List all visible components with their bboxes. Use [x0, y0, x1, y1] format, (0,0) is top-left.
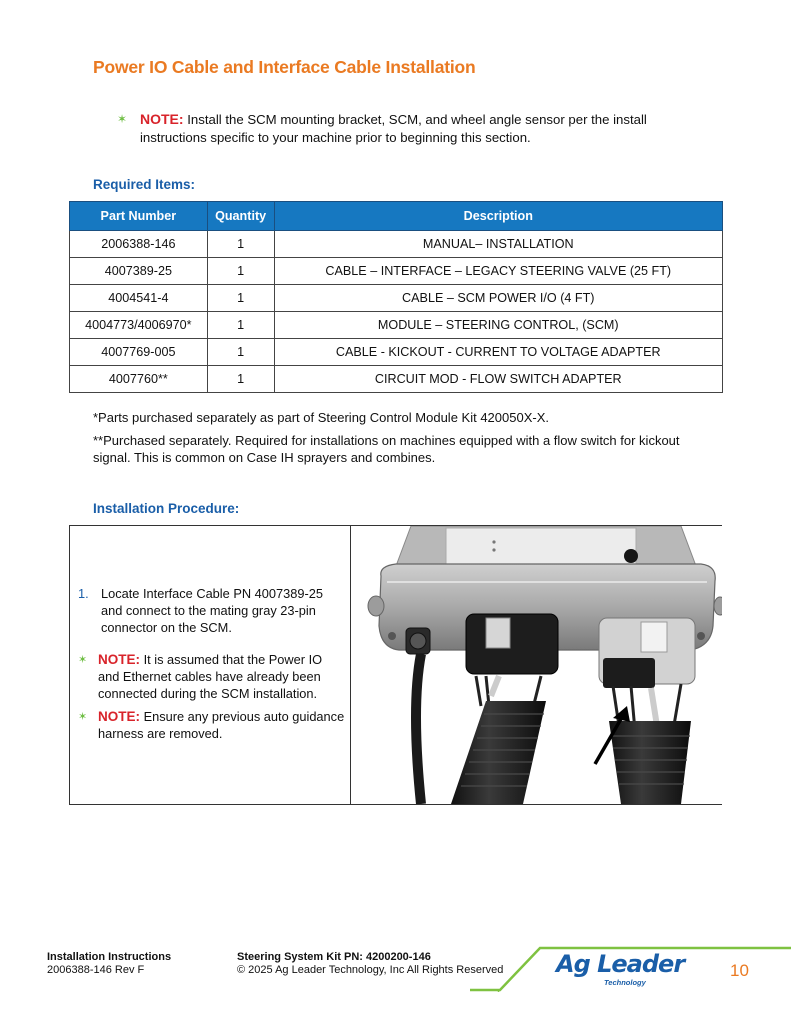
cell-description: CABLE – SCM POWER I/O (4 FT): [274, 285, 722, 312]
procedure-text: [78, 585, 346, 742]
cell-description: MODULE – STEERING CONTROL, (SCM): [274, 312, 722, 339]
footnote-double: **Purchased separately. Required for installations on machines equipped with a flow switch for kickout signal. This is common on Case IH sprayers and combines.: [93, 433, 680, 465]
footnote-single: *Parts purchased separately as part of Steering Control Module Kit 420050X-X.: [93, 410, 549, 425]
cell-description: MANUAL– INSTALLATION: [274, 231, 722, 258]
column-header-description: Description: [274, 202, 722, 231]
step-1: [78, 585, 346, 636]
cell-part-number: 4007760**: [70, 366, 208, 393]
table-row: [70, 339, 723, 366]
table-row: [70, 366, 723, 393]
footer-copyright: © 2025 Ag Leader Technology, Inc All Rights Reserved: [237, 964, 504, 976]
cell-part-number: 4007389-25: [70, 258, 208, 285]
star-bullet-icon: ✶: [78, 711, 88, 723]
ag-leader-logo: Ag Leader: [556, 950, 685, 978]
page-title: Power IO Cable and Interface Cable Installation: [93, 57, 476, 77]
cell-part-number: 2006388-146: [70, 231, 208, 258]
required-items-heading: Required Items:: [93, 177, 196, 192]
note-label: NOTE:: [98, 652, 140, 667]
cell-quantity: 1: [207, 312, 274, 339]
column-header-part-number: Part Number: [70, 202, 208, 231]
note-text: Ensure any previous auto guidance harness are removed.: [98, 709, 345, 741]
footer-doc-rev: 2006388-146 Rev F: [47, 964, 145, 976]
note-label: NOTE:: [140, 111, 184, 127]
footer-middle: [237, 951, 503, 977]
cell-part-number: 4004541-4: [70, 285, 208, 312]
footer-doc-title: Installation Instructions: [47, 951, 172, 963]
step-text: Locate Interface Cable PN 4007389-25 and connect to the mating gray 23-pin connector on the SCM.: [101, 586, 323, 635]
scm-connector-photo: [351, 526, 722, 804]
cell-quantity: 1: [207, 366, 274, 393]
top-note: [117, 110, 677, 147]
note-label: NOTE:: [98, 709, 140, 724]
cell-description: CABLE – INTERFACE – LEGACY STEERING VALVE (25 FT): [274, 258, 722, 285]
table-row: [70, 258, 723, 285]
cell-part-number: 4004773/4006970*: [70, 312, 208, 339]
note-text: Install the SCM mounting bracket, SCM, and wheel angle sensor per the install instructions specific to your machine prior to beginning this section.: [140, 112, 647, 145]
procedure-note-2: [78, 708, 346, 742]
step-number: 1.: [78, 586, 89, 601]
ag-leader-logo-sub: Technology: [604, 978, 646, 987]
cell-description: CABLE - KICKOUT - CURRENT TO VOLTAGE ADAPTER: [274, 339, 722, 366]
column-header-quantity: Quantity: [207, 202, 274, 231]
table-row: [70, 231, 723, 258]
cell-quantity: 1: [207, 285, 274, 312]
table-row: [70, 312, 723, 339]
installation-procedure-heading: Installation Procedure:: [93, 501, 240, 516]
note-text: It is assumed that the Power IO and Ethernet cables have already been connected during the SCM installation.: [98, 652, 323, 701]
star-bullet-icon: ✶: [78, 654, 88, 666]
table-row: [70, 285, 723, 312]
parts-table: [69, 201, 723, 393]
cell-part-number: 4007769-005: [70, 339, 208, 366]
footer-left: [47, 951, 171, 977]
cell-quantity: 1: [207, 339, 274, 366]
footer-kit: Steering System Kit PN: 4200200-146: [237, 951, 431, 963]
cell-quantity: 1: [207, 258, 274, 285]
page-number: 10: [730, 961, 749, 980]
procedure-box: [69, 525, 722, 805]
cell-quantity: 1: [207, 231, 274, 258]
procedure-note-1: [78, 651, 346, 702]
star-bullet-icon: ✶: [117, 112, 128, 126]
cell-description: CIRCUIT MOD - FLOW SWITCH ADAPTER: [274, 366, 722, 393]
